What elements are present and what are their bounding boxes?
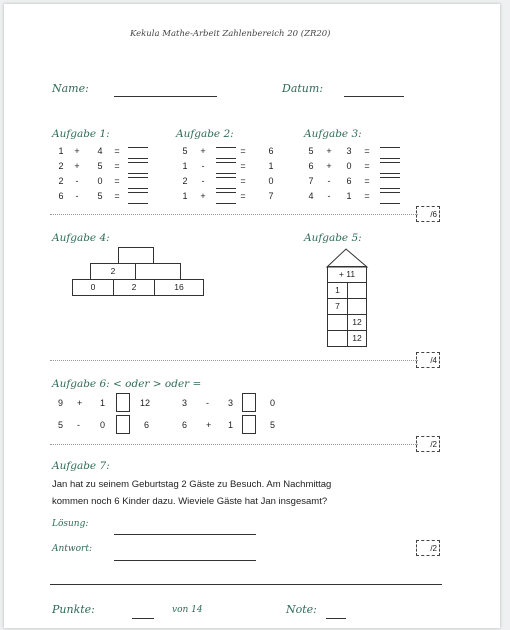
task6-b: 1 [228, 420, 234, 430]
task1-b: 0 [97, 176, 103, 186]
house-cell[interactable] [327, 314, 348, 331]
task6-op: + [206, 420, 212, 430]
points-field[interactable] [132, 618, 154, 619]
task1-op: + [74, 161, 80, 171]
task3-a: 6 [308, 161, 314, 171]
task2-op: + [200, 146, 206, 156]
task1-answer[interactable] [128, 147, 148, 159]
grade-label: Note: [286, 603, 317, 616]
task3-eq: = [364, 176, 370, 186]
task3-answer[interactable] [380, 192, 400, 204]
task1-op: - [75, 191, 79, 201]
task3-op: + [326, 161, 332, 171]
wall-bottom-cell[interactable]: 2 [113, 279, 155, 296]
task2-block [180, 146, 290, 208]
task1-a: 1 [58, 146, 64, 156]
task6-op: - [206, 398, 209, 408]
compare-box[interactable] [116, 393, 130, 412]
wall-bottom-cell[interactable]: 0 [72, 279, 114, 296]
task2-result: 7 [268, 191, 274, 201]
task6-a: 3 [182, 398, 188, 408]
task6-op: - [77, 420, 80, 430]
task5-label: Aufgabe 5: [304, 232, 362, 244]
task2-a: 1 [182, 161, 188, 171]
date-field[interactable] [344, 96, 404, 97]
task6-op: + [77, 398, 83, 408]
date-label: Datum: [282, 82, 324, 95]
task2-result: 6 [268, 146, 274, 156]
section-divider [50, 360, 418, 361]
house-cell[interactable] [347, 282, 367, 299]
task6-a: 5 [58, 420, 64, 430]
task2-eq: = [240, 161, 246, 171]
task2-a: 2 [182, 176, 188, 186]
task1-block [52, 146, 162, 208]
task6-c: 6 [144, 420, 150, 430]
number-house [324, 247, 370, 352]
task3-answer[interactable] [380, 177, 400, 189]
answer-label: Antwort: [52, 544, 92, 554]
task2-eq: = [240, 176, 246, 186]
grade-field[interactable] [326, 618, 346, 619]
task1-label: Aufgabe 1: [52, 128, 110, 140]
task3-op: - [327, 176, 331, 186]
name-label: Name: [52, 82, 89, 95]
task6-a: 6 [182, 420, 188, 430]
section-divider [50, 214, 418, 215]
task3-answer[interactable] [380, 162, 400, 174]
task3-a: 7 [308, 176, 314, 186]
score-box-4[interactable]: /2 [416, 540, 440, 556]
task2-answer[interactable] [216, 177, 236, 189]
task1-b: 5 [97, 191, 103, 201]
worksheet-title: Kekula Mathe-Arbeit Zahlenbereich 20 (ZR20) [130, 29, 331, 39]
task7-text-line: Jan hat zu seinem Geburtstag 2 Gäste zu Besuch. Am Nachmittag [52, 479, 332, 490]
task6-block [52, 392, 292, 438]
score-box-3[interactable]: /2 [416, 436, 440, 452]
task6-label: Aufgabe 6: < oder > oder = [52, 378, 202, 390]
house-cell[interactable]: 7 [327, 298, 348, 315]
task2-a: 5 [182, 146, 188, 156]
task6-b: 0 [100, 420, 106, 430]
number-wall [70, 247, 210, 299]
house-cell[interactable]: 12 [347, 314, 367, 331]
wall-top-cell[interactable] [118, 247, 154, 264]
task2-op: + [200, 191, 206, 201]
wall-middle-cell[interactable]: 2 [90, 263, 136, 280]
task6-a: 9 [58, 398, 64, 408]
task1-answer[interactable] [128, 177, 148, 189]
wall-middle-cell[interactable] [135, 263, 181, 280]
points-label: Punkte: [52, 603, 95, 616]
task2-eq: = [240, 191, 246, 201]
task2-op: - [201, 176, 205, 186]
house-cell[interactable]: 12 [347, 330, 367, 347]
task1-a: 2 [58, 176, 64, 186]
task2-answer[interactable] [216, 147, 236, 159]
task7-text-line: kommen noch 6 Kinder dazu. Wieviele Gäste hat Jan insgesamt? [52, 496, 328, 507]
score-box-1[interactable]: /6 [416, 206, 440, 222]
task6-c: 12 [140, 398, 151, 408]
task6-c: 0 [270, 398, 276, 408]
task1-answer[interactable] [128, 192, 148, 204]
solution-field[interactable] [114, 534, 256, 535]
compare-box[interactable] [116, 415, 130, 434]
task1-eq: = [114, 146, 120, 156]
task3-a: 4 [308, 191, 314, 201]
task3-label: Aufgabe 3: [304, 128, 362, 140]
answer-field[interactable] [114, 560, 256, 561]
task3-op: - [327, 191, 331, 201]
task3-eq: = [364, 191, 370, 201]
task6-b: 3 [228, 398, 234, 408]
solution-label: Lösung: [52, 519, 89, 529]
compare-box[interactable] [242, 393, 256, 412]
task2-a: 1 [182, 191, 188, 201]
task6-c: 5 [270, 420, 276, 430]
task1-a: 6 [58, 191, 64, 201]
task3-block [304, 146, 414, 208]
house-cell[interactable]: 1 [327, 282, 348, 299]
task2-answer[interactable] [216, 192, 236, 204]
house-cell[interactable] [327, 330, 348, 347]
task2-eq: = [240, 146, 246, 156]
section-divider [50, 444, 418, 445]
footer-rule [50, 584, 442, 585]
task7-label: Aufgabe 7: [52, 460, 110, 472]
task3-eq: = [364, 161, 370, 171]
worksheet-page [4, 4, 500, 628]
task3-b: 6 [346, 176, 352, 186]
score-box-2[interactable]: /4 [416, 352, 440, 368]
task3-b: 3 [346, 146, 352, 156]
task2-result: 1 [268, 161, 274, 171]
task2-answer[interactable] [216, 162, 236, 174]
task2-op: - [201, 161, 205, 171]
task3-a: 5 [308, 146, 314, 156]
house-roof-cell: + 11 [327, 266, 367, 283]
task1-op: + [74, 146, 80, 156]
points-total-label: von 14 [172, 605, 203, 615]
task7-text [52, 476, 422, 510]
task3-b: 1 [346, 191, 352, 201]
task1-answer[interactable] [128, 162, 148, 174]
name-field[interactable] [114, 96, 217, 97]
task1-op: - [75, 176, 79, 186]
task2-result: 0 [268, 176, 274, 186]
task3-answer[interactable] [380, 147, 400, 159]
task2-label: Aufgabe 2: [176, 128, 234, 140]
task1-eq: = [114, 191, 120, 201]
task3-op: + [326, 146, 332, 156]
task1-b: 4 [97, 146, 103, 156]
compare-box[interactable] [242, 415, 256, 434]
task1-a: 2 [58, 161, 64, 171]
task3-eq: = [364, 146, 370, 156]
house-cell[interactable] [347, 298, 367, 315]
task4-label: Aufgabe 4: [52, 232, 110, 244]
task3-b: 0 [346, 161, 352, 171]
task1-b: 5 [97, 161, 103, 171]
task1-eq: = [114, 161, 120, 171]
task1-eq: = [114, 176, 120, 186]
wall-bottom-cell[interactable]: 16 [154, 279, 204, 296]
task6-b: 1 [100, 398, 106, 408]
